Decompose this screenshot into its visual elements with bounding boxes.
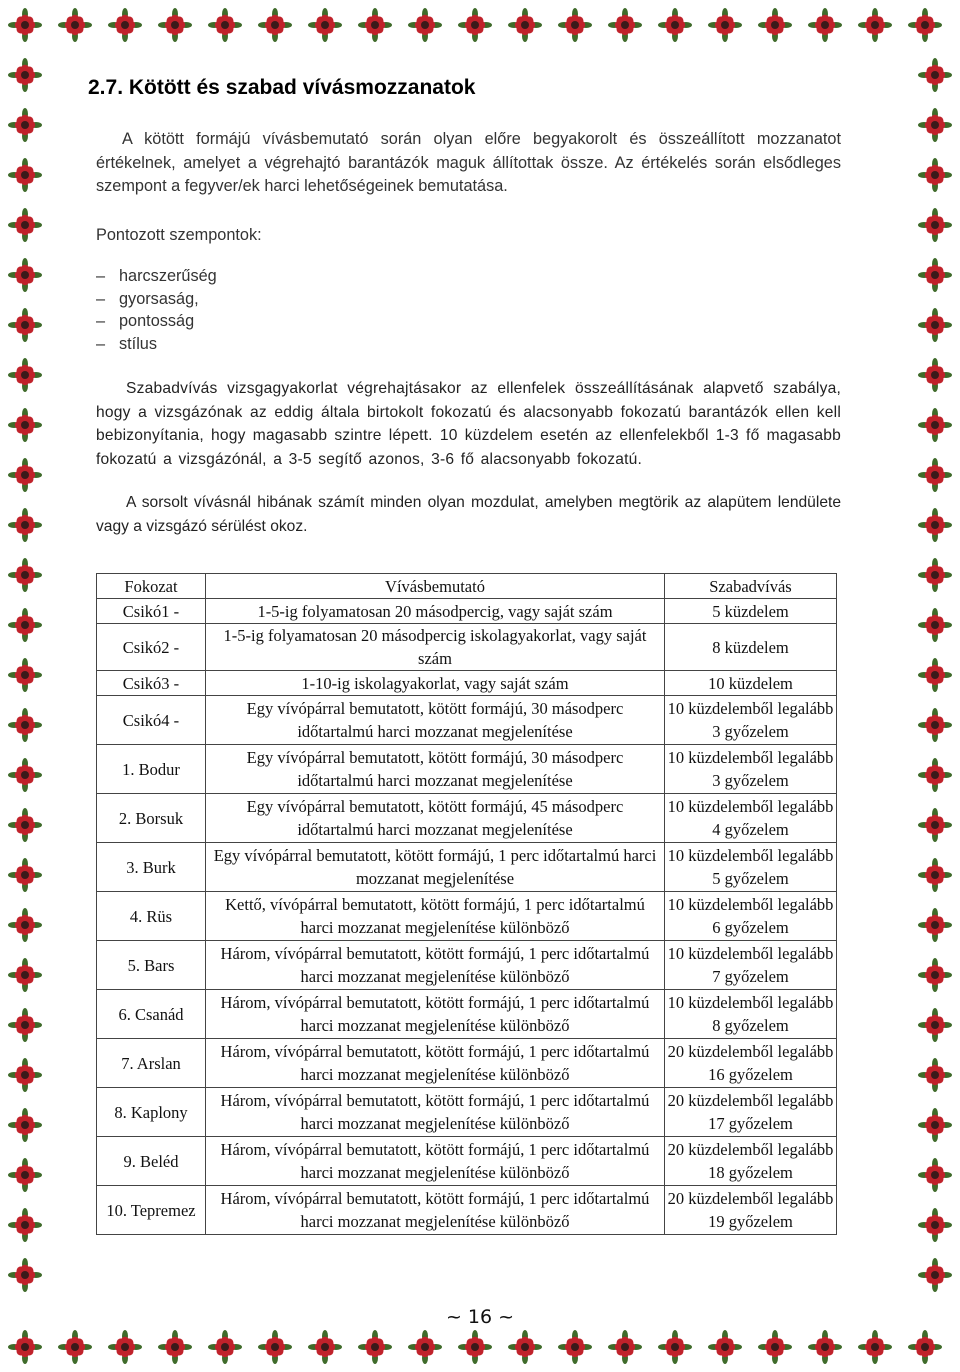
folk-flower-icon: [918, 458, 952, 492]
folk-flower-icon: [158, 1330, 192, 1364]
criterion-text: stílus: [119, 335, 158, 354]
folk-flower-icon: [918, 408, 952, 442]
folk-flower-icon: [918, 758, 952, 792]
folk-flower-icon: [8, 208, 42, 242]
demo-cell: Egy vívópárral bemutatott, kötött formájú, 30 másodperc időtartalmú harci mozzanat megjelenítése: [206, 745, 665, 794]
folk-flower-icon: [8, 358, 42, 392]
folk-flower-icon: [708, 8, 742, 42]
demo-cell: 1-5-ig folyamatosan 20 másodpercig, vagy saját szám: [206, 599, 665, 624]
demo-cell: Egy vívópárral bemutatott, kötött formájú, 30 másodperc időtartalmú harci mozzanat megjelenítése: [206, 696, 665, 745]
folk-flower-icon: [8, 658, 42, 692]
grade-cell: 5. Bars: [97, 941, 206, 990]
demo-cell: Három, vívópárral bemutatott, kötött formájú, 1 perc időtartalmú harci mozzanat megjelenítése különböző: [206, 990, 665, 1039]
free-fencing-cell: 10 küzdelemből legalább 8 győzelem: [665, 990, 837, 1039]
folk-flower-icon: [858, 1330, 892, 1364]
grade-cell: 3. Burk: [97, 843, 206, 892]
folk-flower-icon: [58, 8, 92, 42]
folk-flower-icon: [918, 708, 952, 742]
folk-flower-icon: [8, 708, 42, 742]
folk-flower-icon: [918, 108, 952, 142]
folk-flower-icon: [918, 208, 952, 242]
folk-flower-icon: [8, 908, 42, 942]
folk-flower-icon: [358, 1330, 392, 1364]
folk-flower-icon: [258, 1330, 292, 1364]
table-row: [97, 990, 837, 1039]
grade-cell: 10. Tepremez: [97, 1186, 206, 1235]
folk-flower-icon: [208, 8, 242, 42]
folk-flower-icon: [918, 1258, 952, 1292]
dash-bullet: –: [96, 312, 106, 331]
table-row: [97, 794, 837, 843]
free-fencing-cell: 20 küzdelemből legalább 16 győzelem: [665, 1039, 837, 1088]
criterion-text: harcszerűség: [119, 267, 217, 285]
folk-flower-icon: [918, 158, 952, 192]
folk-flower-icon: [508, 1330, 542, 1364]
folk-flower-icon: [918, 908, 952, 942]
folk-ornament-border-right: [910, 0, 960, 1372]
grade-cell: 8. Kaplony: [97, 1088, 206, 1137]
folk-flower-icon: [808, 8, 842, 42]
folk-flower-icon: [8, 958, 42, 992]
folk-flower-icon: [8, 1258, 42, 1292]
folk-flower-icon: [918, 608, 952, 642]
folk-flower-icon: [8, 408, 42, 442]
free-fencing-cell: 10 küzdelem: [665, 671, 837, 696]
folk-flower-icon: [408, 8, 442, 42]
folk-flower-icon: [558, 8, 592, 42]
scoring-criteria-label: Pontozott szempontok:: [96, 226, 262, 244]
grade-cell: 1. Bodur: [97, 745, 206, 794]
folk-flower-icon: [758, 1330, 792, 1364]
column-header-grade: Fokozat: [97, 574, 206, 599]
table-row: [97, 624, 837, 671]
demo-cell: 1-10-ig iskolagyakorlat, vagy saját szám: [206, 671, 665, 696]
folk-flower-icon: [8, 58, 42, 92]
folk-flower-icon: [918, 1008, 952, 1042]
folk-flower-icon: [8, 308, 42, 342]
folk-flower-icon: [918, 58, 952, 92]
intro-paragraph: A kötött formájú vívásbemutató során olyan előre begyakorolt és összeállított mozzanatot értékelnek, amelyet a végrehajtó barantázók maguk állítottak össze. Az értékelés során elsődleges szempont a fegyver/ek harci lehetőségeinek bemutatása.: [96, 130, 841, 195]
table-row: [97, 1039, 837, 1088]
table-row: [97, 696, 837, 745]
table-row: [97, 843, 837, 892]
table-row: [97, 941, 837, 990]
folk-flower-icon: [308, 1330, 342, 1364]
folk-flower-icon: [608, 8, 642, 42]
dash-bullet: –: [96, 335, 106, 354]
folk-flower-icon: [8, 808, 42, 842]
folk-flower-icon: [8, 758, 42, 792]
folk-ornament-border-left: [0, 0, 50, 1372]
table-header-row: [97, 574, 837, 599]
grade-cell: Csikó3 -: [97, 671, 206, 696]
folk-flower-icon: [8, 108, 42, 142]
demo-cell: Három, vívópárral bemutatott, kötött formájú, 1 perc időtartalmú harci mozzanat megjelenítése különböző: [206, 1088, 665, 1137]
folk-flower-icon: [918, 358, 952, 392]
demo-cell: Egy vívópárral bemutatott, kötött formájú, 1 perc időtartalmú harci mozzanat megjelenítése: [206, 843, 665, 892]
scoring-criteria-list: [96, 265, 217, 356]
section-title: 2.7. Kötött és szabad vívásmozzanatok: [88, 76, 476, 99]
folk-flower-icon: [58, 1330, 92, 1364]
table-row: [97, 1137, 837, 1186]
folk-flower-icon: [158, 8, 192, 42]
free-fencing-cell: 10 küzdelemből legalább 7 győzelem: [665, 941, 837, 990]
folk-flower-icon: [918, 658, 952, 692]
free-fencing-cell: 10 küzdelemből legalább 6 győzelem: [665, 892, 837, 941]
free-fencing-cell: 10 küzdelemből legalább 3 győzelem: [665, 696, 837, 745]
draw-fencing-paragraph: A sorsolt vívásnál hibának számít minden olyan mozdulat, amelyben megtörik az alapütem lendülete vagy a vizsgázó sérülést okoz.: [96, 494, 841, 535]
demo-cell: Három, vívópárral bemutatott, kötött formájú, 1 perc időtartalmú harci mozzanat megjelenítése különböző: [206, 1186, 665, 1235]
free-fencing-cell: 10 küzdelemből legalább 5 győzelem: [665, 843, 837, 892]
grade-cell: Csikó4 -: [97, 696, 206, 745]
folk-flower-icon: [458, 8, 492, 42]
column-header-free: Szabadvívás: [665, 574, 837, 599]
folk-ornament-border-top: [0, 0, 960, 50]
grade-requirements-table: [96, 573, 837, 1235]
folk-flower-icon: [918, 1208, 952, 1242]
folk-flower-icon: [918, 808, 952, 842]
grade-cell: Csikó2 -: [97, 624, 206, 671]
folk-flower-icon: [408, 1330, 442, 1364]
table-row: [97, 892, 837, 941]
demo-cell: Egy vívópárral bemutatott, kötött formájú, 45 másodperc időtartalmú harci mozzanat megjelenítése: [206, 794, 665, 843]
folk-flower-icon: [258, 8, 292, 42]
folk-flower-icon: [918, 958, 952, 992]
folk-flower-icon: [508, 8, 542, 42]
folk-flower-icon: [708, 1330, 742, 1364]
folk-flower-icon: [918, 1058, 952, 1092]
folk-flower-icon: [8, 558, 42, 592]
folk-flower-icon: [458, 1330, 492, 1364]
folk-flower-icon: [918, 1108, 952, 1142]
folk-flower-icon: [8, 1158, 42, 1192]
free-fencing-paragraph: Szabadvívás vizsgagyakorlat végrehajtásakor az ellenfelek összeállításának alapvető szabálya, hogy a vizsgázónak az eddig általa birtokolt fokozatú és alacsonyabb fokozatú barantázók ellen kell bebizonyítania, hogy magasabb szintre lépett. 10 küzdelem esetén az ellenfelekből 1-3 fő magasabb fokozatú a vizsgázónál, a 3-5 segítő azonos, 3-6 fő alacsonyabb fokozatú.: [96, 380, 841, 469]
demo-cell: Három, vívópárral bemutatott, kötött formájú, 1 perc időtartalmú harci mozzanat megjelenítése különböző: [206, 1137, 665, 1186]
folk-flower-icon: [918, 1158, 952, 1192]
column-header-demo: Vívásbemutató: [206, 574, 665, 599]
free-fencing-cell: 10 küzdelemből legalább 3 győzelem: [665, 745, 837, 794]
folk-flower-icon: [918, 308, 952, 342]
folk-flower-icon: [808, 1330, 842, 1364]
folk-flower-icon: [608, 1330, 642, 1364]
list-item: [96, 310, 217, 333]
folk-flower-icon: [758, 8, 792, 42]
list-item: [96, 333, 217, 356]
page-number: ~ 16 ~: [445, 1306, 515, 1328]
grade-cell: 2. Borsuk: [97, 794, 206, 843]
folk-flower-icon: [918, 258, 952, 292]
demo-cell: 1-5-ig folyamatosan 20 másodpercig iskolagyakorlat, vagy saját szám: [206, 624, 665, 671]
free-fencing-cell: 20 küzdelemből legalább 19 győzelem: [665, 1186, 837, 1235]
folk-flower-icon: [8, 858, 42, 892]
table-row: [97, 745, 837, 794]
demo-cell: Három, vívópárral bemutatott, kötött formájú, 1 perc időtartalmú harci mozzanat megjelenítése különböző: [206, 941, 665, 990]
folk-ornament-border-bottom: [0, 1322, 960, 1372]
free-fencing-cell: 20 küzdelemből legalább 17 győzelem: [665, 1088, 837, 1137]
list-item: [96, 265, 217, 288]
dash-bullet: –: [96, 267, 106, 285]
table-row: [97, 599, 837, 624]
table-row: [97, 671, 837, 696]
folk-flower-icon: [558, 1330, 592, 1364]
folk-flower-icon: [8, 608, 42, 642]
grade-cell: 9. Beléd: [97, 1137, 206, 1186]
demo-cell: Kettő, vívópárral bemutatott, kötött formájú, 1 perc időtartalmú harci mozzanat megjelenítése különböző: [206, 892, 665, 941]
criterion-text: pontosság: [119, 312, 195, 331]
folk-flower-icon: [208, 1330, 242, 1364]
table-row: [97, 1186, 837, 1235]
folk-flower-icon: [8, 1108, 42, 1142]
folk-flower-icon: [658, 8, 692, 42]
folk-flower-icon: [8, 1008, 42, 1042]
list-item: [96, 288, 217, 311]
folk-flower-icon: [8, 1208, 42, 1242]
criterion-text: gyorsaság,: [119, 289, 199, 308]
folk-flower-icon: [8, 508, 42, 542]
dash-bullet: –: [96, 289, 106, 308]
grade-cell: 6. Csanád: [97, 990, 206, 1039]
free-fencing-cell: 10 küzdelemből legalább 4 győzelem: [665, 794, 837, 843]
free-fencing-cell: 5 küzdelem: [665, 599, 837, 624]
table-row: [97, 1088, 837, 1137]
folk-flower-icon: [108, 1330, 142, 1364]
folk-flower-icon: [918, 858, 952, 892]
folk-flower-icon: [658, 1330, 692, 1364]
grade-cell: 4. Rüs: [97, 892, 206, 941]
grade-cell: Csikó1 -: [97, 599, 206, 624]
grade-cell: 7. Arslan: [97, 1039, 206, 1088]
folk-flower-icon: [858, 8, 892, 42]
folk-flower-icon: [358, 8, 392, 42]
demo-cell: Három, vívópárral bemutatott, kötött formájú, 1 perc időtartalmú harci mozzanat megjelenítése különböző: [206, 1039, 665, 1088]
free-fencing-cell: 8 küzdelem: [665, 624, 837, 671]
folk-flower-icon: [918, 508, 952, 542]
folk-flower-icon: [308, 8, 342, 42]
folk-flower-icon: [8, 258, 42, 292]
folk-flower-icon: [8, 158, 42, 192]
folk-flower-icon: [108, 8, 142, 42]
folk-flower-icon: [918, 558, 952, 592]
free-fencing-cell: 20 küzdelemből legalább 18 győzelem: [665, 1137, 837, 1186]
folk-flower-icon: [8, 458, 42, 492]
folk-flower-icon: [8, 1058, 42, 1092]
